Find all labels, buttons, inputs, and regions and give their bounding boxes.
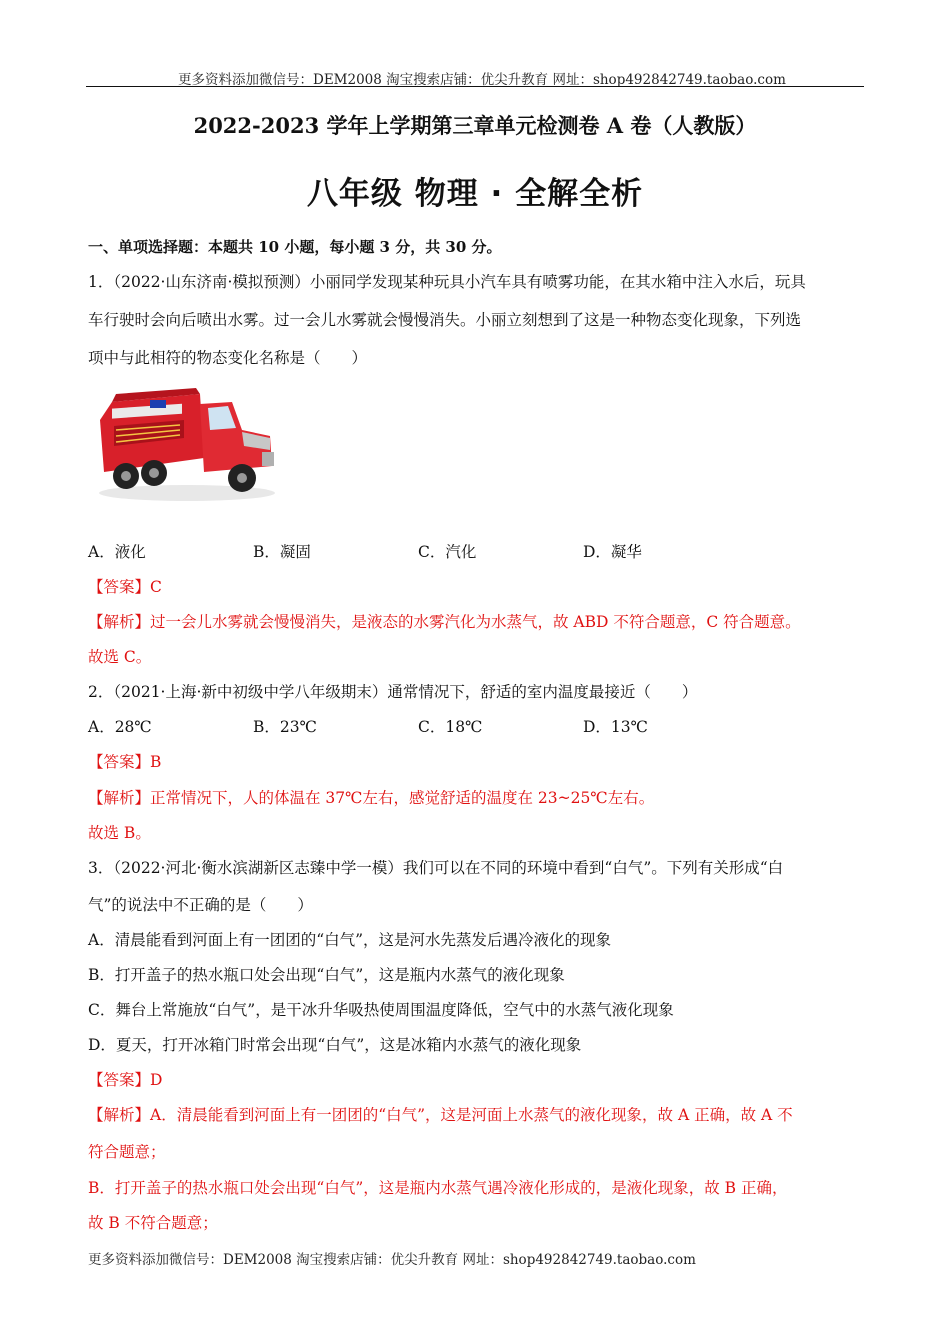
q1-answer: 【答案】C xyxy=(88,578,162,596)
q2-answer: 【答案】B xyxy=(88,753,162,771)
q1-option-c: C．汽化 xyxy=(418,543,477,561)
q1-line-1: 1．（2022·山东济南·模拟预测）小丽同学发现某种玩具小汽车具有喷雾功能，在其水箱中注入水后，玩具 xyxy=(88,273,806,291)
q3-analysis-line-1: 【解析】A．清晨能看到河面上有一团团的“白气”，这是河面上水蒸气的液化现象，故 A 正确，故 A 不 xyxy=(88,1106,793,1124)
q1-line-3: 项中与此相符的物态变化名称是（ ） xyxy=(88,349,368,367)
toy-fire-truck-image xyxy=(92,380,282,505)
q3-option-d: D．夏天，打开冰箱门时常会出现“白气”，这是冰箱内水蒸气的液化现象 xyxy=(88,1036,582,1054)
q1-option-d: D．凝华 xyxy=(583,543,642,561)
q3-analysis-line-4: 故 B 不符合题意； xyxy=(88,1214,218,1232)
q2-option-d: D．13℃ xyxy=(583,718,648,736)
page-footer: 更多资料添加微信号：DEM2008 淘宝搜索店铺：优尖升教育 网址：shop492842749.taobao.com xyxy=(88,1252,696,1268)
q1-analysis-line-2: 故选 C。 xyxy=(88,648,152,666)
q3-option-a: A．清晨能看到河面上有一团团的“白气”，这是河水先蒸发后遇冷液化的现象 xyxy=(88,931,612,949)
q3-line-2: 气”的说法中不正确的是（ ） xyxy=(88,896,313,914)
q3-line-1: 3．（2022·河北·衡水滨湖新区志臻中学一模）我们可以在不同的环境中看到“白气”。下列有关形成“白 xyxy=(88,859,784,877)
q2-option-a: A．28℃ xyxy=(88,718,152,736)
q3-option-c: C．舞台上常施放“白气”，是干冰升华吸热使周围温度降低，空气中的水蒸气液化现象 xyxy=(88,1001,674,1019)
q3-analysis-line-3: B．打开盖子的热水瓶口处会出现“白气”，这是瓶内水蒸气遇冷液化形成的，是液化现象，故 B 正确， xyxy=(88,1179,788,1197)
q1-option-a: A．液化 xyxy=(88,543,146,561)
q2-line-1: 2．（2021·上海·新中初级中学八年级期末）通常情况下，舒适的室内温度最接近（ ） xyxy=(88,683,698,701)
q3-analysis-line-2: 符合题意； xyxy=(88,1143,166,1161)
q2-option-c: C．18℃ xyxy=(418,718,483,736)
q3-option-b: B．打开盖子的热水瓶口处会出现“白气”，这是瓶内水蒸气的液化现象 xyxy=(88,966,565,984)
q2-analysis-line-2: 故选 B。 xyxy=(88,824,151,842)
exam-subtitle: 八年级 物理 · 全解全析 xyxy=(306,176,644,212)
header-rule xyxy=(86,86,864,87)
q1-option-b: B．凝固 xyxy=(253,543,311,561)
q3-answer: 【答案】D xyxy=(88,1071,163,1089)
q2-analysis-line-1: 【解析】正常情况下，人的体温在 37℃左右，感觉舒适的温度在 23~25℃左右。 xyxy=(88,789,655,807)
page-header: 更多资料添加微信号：DEM2008 淘宝搜索店铺：优尖升教育 网址：shop492842749.taobao.com xyxy=(178,72,786,88)
q2-option-b: B．23℃ xyxy=(253,718,317,736)
exam-title: 2022-2023 学年上学期第三章单元检测卷 A 卷（人教版） xyxy=(193,113,757,138)
q1-analysis-line-1: 【解析】过一会儿水雾就会慢慢消失，是液态的水雾汽化为水蒸气，故 ABD 不符合题意，C 符合题意。 xyxy=(88,613,801,631)
q1-line-2: 车行驶时会向后喷出水雾。过一会儿水雾就会慢慢消失。小丽立刻想到了这是一种物态变化现象，下列选 xyxy=(88,311,802,329)
section-heading: 一、单项选择题：本题共 10 小题，每小题 3 分，共 30 分。 xyxy=(88,238,502,256)
